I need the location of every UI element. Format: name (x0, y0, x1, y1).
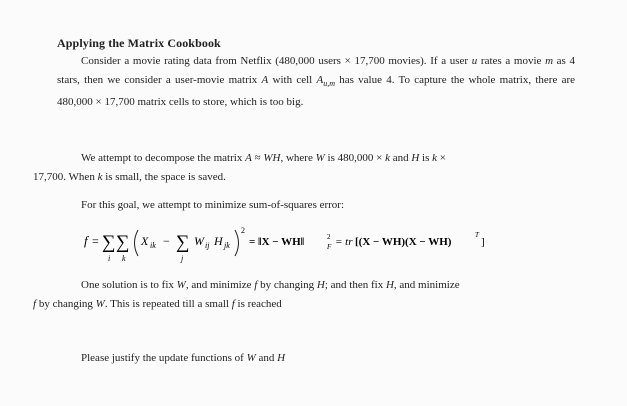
eq-index-j: j (181, 254, 184, 263)
var-f: f (254, 279, 258, 291)
var-H: H (316, 279, 325, 291)
var-f: f (231, 298, 235, 310)
text: , and minimize (393, 279, 460, 291)
eq-close-bracket: ] (481, 236, 485, 248)
var-f: f (33, 298, 37, 310)
eq-minus: − (163, 234, 170, 248)
var-H: H (385, 279, 394, 291)
paragraph-decompose (33, 149, 575, 187)
text: One solution is to fix (81, 279, 177, 291)
text: with cell (268, 74, 317, 86)
var-k: k (97, 171, 103, 183)
text: ≈ (251, 152, 264, 164)
eq-f: f (84, 233, 88, 248)
eq-sum-i: ∑ (102, 232, 116, 253)
text: is (419, 152, 433, 164)
eq-transpose: T (475, 231, 479, 239)
var-u: u (471, 55, 478, 67)
text: by changing (36, 298, 96, 310)
text: We attempt to decompose the matrix (81, 152, 246, 164)
text: and (389, 152, 412, 164)
var-W: W (176, 279, 186, 291)
text: , and minimize (185, 279, 255, 291)
var-H: H (411, 152, 420, 164)
subscript-um: u,m (323, 79, 335, 89)
var-k: k (385, 152, 390, 164)
text: rates a movie (477, 55, 546, 67)
eq-tr: = tr (335, 236, 353, 248)
paragraph-netflix-intro (57, 52, 575, 112)
var-A: A (261, 74, 269, 86)
text: has (334, 74, 354, 86)
text: which is too big. (230, 96, 304, 109)
eq-equals: = (92, 234, 99, 248)
text: value 4. To capture the whole matrix, there are 480,000 × 17,700 matrix cells to store, (57, 74, 576, 109)
document-title: Applying the Matrix Cookbook (57, 36, 221, 50)
var-W: W (246, 352, 256, 364)
eq-sum-j: ∑ (176, 232, 190, 253)
text: as 4 stars, then we consider a user-movie matrix (57, 55, 576, 86)
var-H: H (277, 352, 286, 364)
eq-X: X (141, 234, 149, 248)
eq-W: W (194, 234, 204, 248)
eq-sub-ik: ik (150, 241, 156, 250)
text: Consider a movie rating data from Netflix (480,000 users × 17,700 movies). If a user (81, 55, 469, 67)
eq-square: 2 (241, 226, 245, 235)
var-A-cell: A (316, 74, 324, 86)
eq-right-paren (235, 230, 239, 256)
text: , where (280, 152, 316, 164)
var-W: W (95, 298, 105, 310)
eq-norm-F: F (327, 243, 332, 251)
var-WH: WH (263, 152, 281, 164)
text: 17,700. When (33, 171, 98, 183)
text: by changing (257, 279, 317, 291)
eq-norm-sq: 2 (327, 233, 331, 241)
equation-svg (80, 222, 550, 266)
text: is 480,000 × (324, 152, 386, 164)
eq-index-k: k (122, 254, 126, 263)
text: . This is repeated till a small (104, 298, 232, 310)
eq-tr-body: [(X − WH)(X − WH) (355, 236, 452, 248)
text: × (437, 152, 446, 164)
var-W: W (315, 152, 325, 164)
eq-norm: = ‖X − WH‖ (249, 236, 305, 248)
text: ; and then fix (324, 279, 386, 291)
var-m: m (545, 55, 554, 67)
text: and (255, 352, 278, 364)
eq-sum-k: ∑ (116, 232, 130, 253)
paragraph-solution (33, 276, 575, 314)
equation-sum-of-squares (80, 222, 550, 266)
var-A: A (245, 152, 252, 164)
eq-sub-ij: ij (205, 241, 210, 250)
paragraph-goal: For this goal, we attempt to minimize sum-of-squares error: (81, 199, 345, 211)
var-k: k (432, 152, 438, 164)
eq-left-paren (135, 230, 139, 256)
eq-index-i: i (108, 254, 111, 263)
paragraph-question (57, 349, 575, 368)
text: is reached (234, 298, 282, 310)
text: Please justify the update functions of (81, 352, 247, 364)
text: is small, the space is saved. (102, 171, 226, 183)
eq-sub-jk: jk (224, 241, 230, 250)
eq-H: H (214, 234, 223, 248)
